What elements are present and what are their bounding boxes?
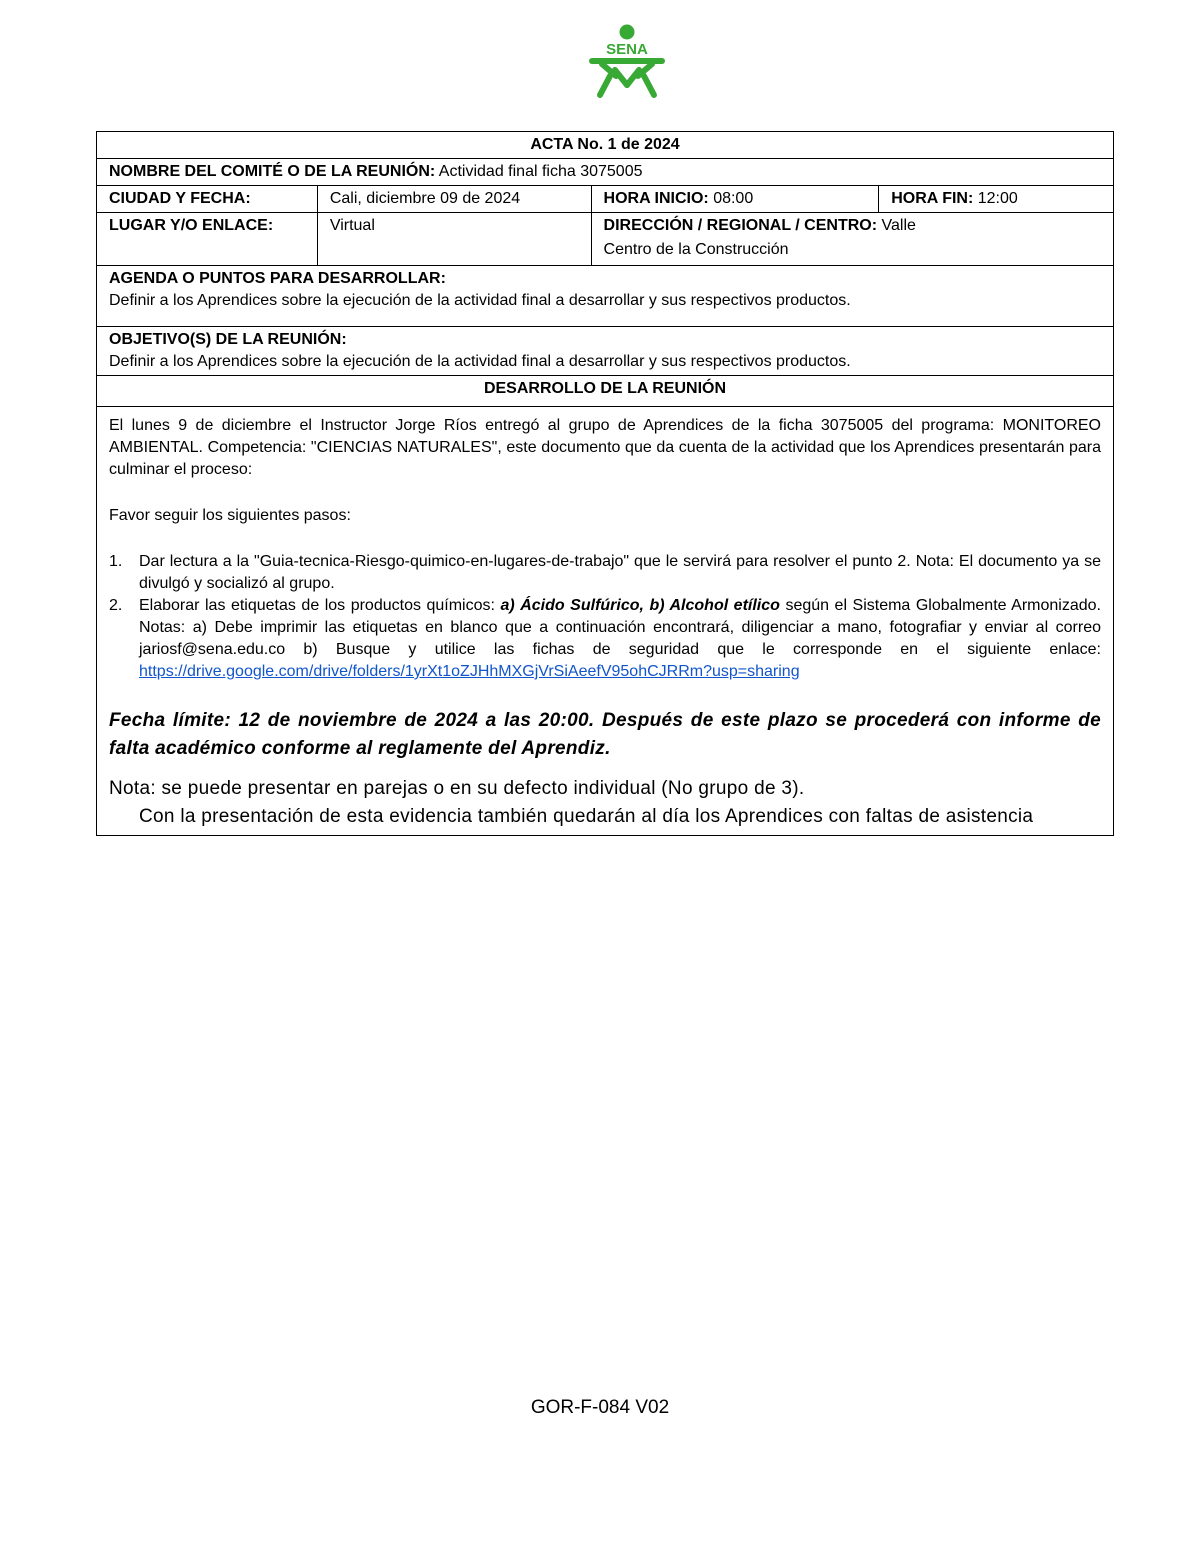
objetivo-cell (97, 327, 1114, 376)
objetivo-label: OBJETIVO(S) DE LA REUNIÓN: (109, 331, 347, 348)
steps-list (109, 551, 1101, 683)
direccion-value: Valle (881, 217, 916, 234)
step-text-products: a) Ácido Sulfúrico, b) Alcohol etílico (500, 597, 780, 614)
sena-logo (586, 24, 668, 100)
desarrollo-cell (97, 407, 1114, 836)
hora-inicio-value: 08:00 (713, 190, 754, 207)
comite-label: NOMBRE DEL COMITÉ O DE LA REUNIÓN: (109, 163, 436, 180)
hora-inicio-cell (591, 186, 879, 213)
step-text-pre: Elaborar las etiquetas de los productos químicos: (139, 597, 501, 614)
deadline-notice: Fecha límite: 12 de noviembre de 2024 a las 20:00. Después de este plazo se procederá con informe de falta académico conforme al reglamente del Aprendiz. (109, 710, 1101, 759)
step-text-post: según el Sistema Globalmente Armonizado. Notas: a) Debe imprimir las etiquetas en blanco que a continuación encontrará, diligenciar a mano, fotografiar y enviar al correo jariosf@sena.edu.co b) Busque y utilice las fichas de seguridad que le corresponde en el siguiente enlace: (139, 597, 1102, 658)
direccion-label: DIRECCIÓN / REGIONAL / CENTRO: (603, 217, 878, 234)
agenda-text: Definir a los Aprendices sobre la ejecución de la actividad final a desarrollar y sus respectivos productos. (109, 292, 851, 309)
hora-fin-value: 12:00 (977, 190, 1018, 207)
acta-title: ACTA No. 1 de 2024 (97, 132, 1114, 159)
hora-fin-label: HORA FIN: (891, 190, 974, 207)
step-number: 1. (109, 553, 123, 570)
centro-value: Centro de la Construcción (603, 241, 789, 258)
comite-value: Actividad final ficha 3075005 (438, 163, 643, 180)
sena-logo-text: SENA (606, 41, 648, 58)
ciudad-label: CIUDAD Y FECHA: (97, 186, 318, 213)
comite-row (97, 159, 1114, 186)
desarrollo-intro: El lunes 9 de diciembre el Instructor Jorge Ríos entregó al grupo de Aprendices de la ficha 3075005 del programa: MONITOREO AMBIENTAL. Competencia: "CIENCIAS NATURALES", este documento que da cuenta de la actividad que los Aprendices presentarán para culminar el proceso: (109, 417, 1101, 478)
desarrollo-title: DESARROLLO DE LA REUNIÓN (97, 376, 1114, 407)
nota-text: Nota: se puede presentar en parejas o en su defecto individual (No grupo de 3). (109, 778, 805, 799)
direccion-cell (591, 213, 1113, 266)
ciudad-value: Cali, diciembre 09 de 2024 (317, 186, 591, 213)
lugar-value: Virtual (317, 213, 591, 266)
step-item (109, 551, 1101, 595)
hora-fin-cell (879, 186, 1114, 213)
agenda-cell (97, 266, 1114, 327)
step-number: 2. (109, 597, 123, 614)
form-code: GOR-F-084 V02 (530, 1397, 670, 1418)
acta-table (96, 131, 1114, 836)
step-text: Dar lectura a la "Guia-tecnica-Riesgo-quimico-en-lugares-de-trabajo" que le servirá para resolver el punto 2. Nota: El documento ya se divulgó y socializó al grupo. (139, 553, 1101, 592)
objetivo-text: Definir a los Aprendices sobre la ejecución de la actividad final a desarrollar y sus respectivos productos. (109, 353, 851, 370)
pasos-intro: Favor seguir los siguientes pasos: (109, 507, 351, 524)
step-item (109, 595, 1101, 683)
lugar-label: LUGAR Y/O ENLACE: (97, 213, 318, 266)
hora-inicio-label: HORA INICIO: (603, 190, 709, 207)
drive-folder-link[interactable]: https://drive.google.com/drive/folders/1yrXt1oZJHhMXGjVrSiAeefV95ohCJRRm?usp=sharing (139, 663, 800, 680)
nota-asistencia: Con la presentación de esta evidencia también quedarán al día los Aprendices con faltas de asistencia (139, 806, 1034, 827)
agenda-label: AGENDA O PUNTOS PARA DESARROLLAR: (109, 270, 446, 287)
